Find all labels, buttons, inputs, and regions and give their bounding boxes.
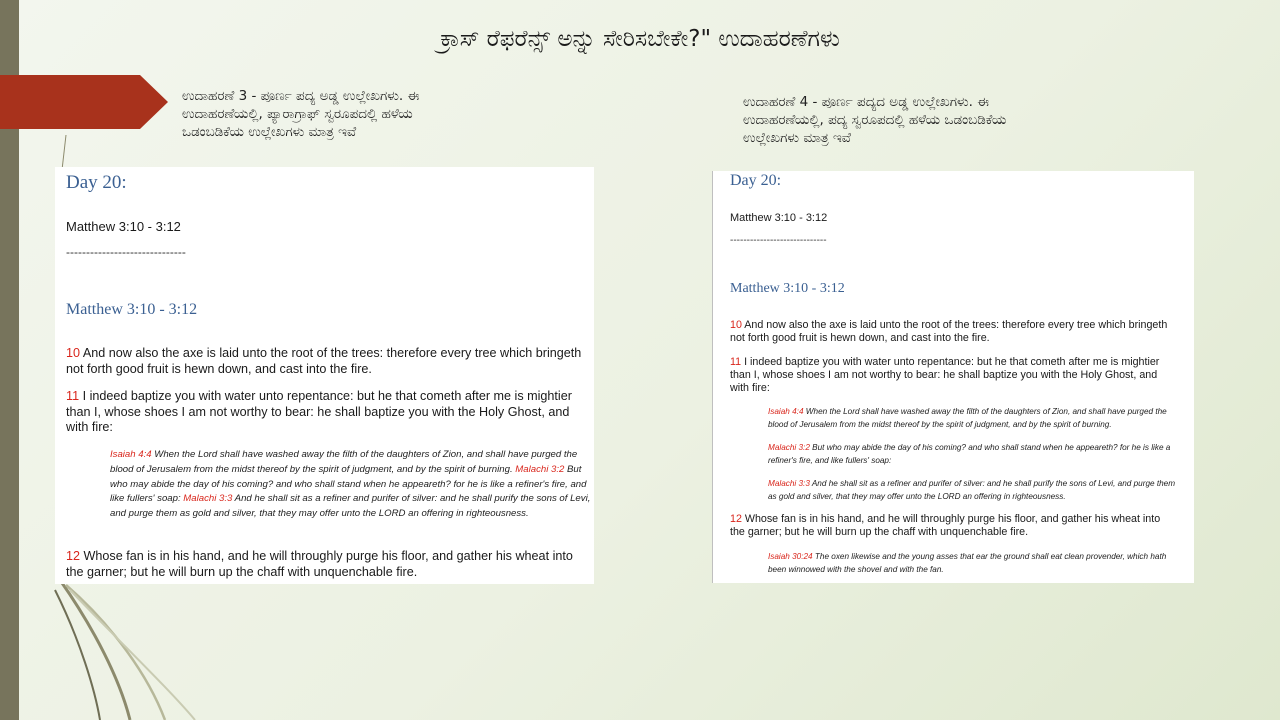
cross-reference-text: The oxen likewise and the young asses that ear the ground shall eat clean provender, which hath been winnowed with the shovel and with the fan.: [768, 552, 1167, 574]
verse-text: I indeed baptize you with water unto repentance: but he that cometh after me is mightier than I, whose shoes I am not worthy to bear: he shall baptize you with the Holy Ghost, and with fire:: [730, 356, 1160, 394]
verse-10: [66, 346, 591, 377]
verse-text: Whose fan is in his hand, and he will throughly purge his floor, and gather his wheat into the garner; but he will burn up the chaff with unquenchable fire.: [66, 549, 573, 579]
cross-reference-link[interactable]: Malachi 3:3: [768, 479, 810, 488]
cross-reference-link[interactable]: Malachi 3:2: [768, 443, 810, 452]
separator-line: -----------------------------: [730, 235, 827, 246]
cross-reference-text: But who may abide the day of his coming? and who shall stand when he appeareth? for he is like a refiner's fire, and like fullers' soap:: [768, 443, 1171, 465]
slide-title: ಕ್ರಾಸ್ ರೆಫರೆನ್ಸ್ ಅನ್ನು ಸೇರಿಸಬೇಕೇ?" ಉದಾಹರಣೆಗಳು: [440, 26, 840, 52]
document-example-3: [55, 167, 594, 584]
cross-reference-isaiah-4-4: [768, 406, 1178, 431]
verse-text: I indeed baptize you with water unto repentance: but he that cometh after me is mightier than I, whose shoes I am not worthy to bear: he shall baptize you with the Holy Ghost, and with fire:: [66, 389, 572, 434]
verse-number: 10: [66, 346, 81, 360]
cross-reference-text: And he shall sit as a refiner and purifer of silver: and he shall purify the sons of Levi, and purge them as gold and silver, that they may offer unto the LORD an offering in righteousness.: [110, 493, 591, 520]
cross-reference-link[interactable]: Malachi 3:2: [515, 463, 565, 475]
cross-reference-text: When the Lord shall have washed away the filth of the daughters of Zion, and shall have purged the blood of Jerusalem from the midst thereof by the spirit of judgment, and by the spirit of burning.: [768, 407, 1167, 429]
cross-reference-text: And he shall sit as a refiner and purifer of silver: and he shall purify the sons of Levi, and purge them as gold and silver, that they may offer unto the LORD an offering in righteousness.: [768, 479, 1176, 501]
red-arrow-banner: [0, 75, 168, 129]
reading-reference: Matthew 3:10 - 3:12: [66, 219, 181, 234]
verse-10: [730, 319, 1170, 345]
cross-reference-text: When the Lord shall have washed away the filth of the daughters of Zion, and shall have purged the blood of Jerusalem from the midst thereof by the spirit of judgment, and by the spirit of burning.: [110, 449, 578, 475]
cross-reference-malachi-3-3: [768, 478, 1178, 503]
verse-number: 11: [66, 389, 80, 403]
reading-reference: Matthew 3:10 - 3:12: [730, 212, 828, 224]
verse-number: 12: [66, 549, 81, 563]
cross-reference-text: But who may abide the day of his coming? and who shall stand when he appeareth? for he is like a refiner's fire, and like fullers' soap:: [110, 463, 587, 505]
separator-line: ------------------------------: [66, 245, 186, 259]
verse-number: 11: [730, 356, 742, 368]
verse-11: [730, 356, 1170, 394]
cross-reference-malachi-3-2: [768, 442, 1178, 467]
day-heading: Day 20:: [730, 172, 782, 189]
caption-example-3: ಉದಾಹರಣೆ 3 - ಪೂರ್ಣ ಪದ್ಯ ಅಡ್ಡ ಉಲ್ಲೇಖಗಳು. ಈ ಉದಾಹರಣೆಯಲ್ಲಿ, ಪ್ಯಾರಾಗ್ರಾಫ್ ಸ್ವರೂಪದಲ್ಲಿ ಹಳೆಯ ಒಡಂಬಡಿಕೆಯ ಉಲ್ಲೇಖಗಳು ಮಾತ್ರ ಇವೆ: [182, 88, 420, 140]
cross-reference-link[interactable]: Isaiah 4:4: [110, 449, 152, 460]
cross-reference-link[interactable]: Isaiah 30:24: [768, 552, 813, 561]
cross-reference-link[interactable]: Isaiah 4:4: [768, 407, 804, 416]
cross-reference-isaiah-30-24: [768, 551, 1178, 576]
verse-11: [66, 389, 591, 436]
document-example-4: [712, 171, 1194, 583]
cross-reference-link[interactable]: Malachi 3:3: [183, 493, 233, 505]
passage-heading: Matthew 3:10 - 3:12: [730, 281, 845, 296]
verse-text: And now also the axe is laid unto the root of the trees: therefore every tree which bringeth not forth good fruit is hewn down, and cast into the fire.: [730, 319, 1168, 344]
caption-example-4: ಉದಾಹರಣೆ 4 - ಪೂರ್ಣ ಪದ್ಯದ ಅಡ್ಡ ಉಲ್ಲೇಖಗಳು. ಈ ಉದಾಹರಣೆಯಲ್ಲಿ, ಪದ್ಯ ಸ್ವರೂಪದಲ್ಲಿ ಹಳೆಯ ಒಡಂಬಡಿಕೆಯ ಉಲ್ಲೇಖಗಳು ಮಾತ್ರ ಇವೆ: [743, 94, 1007, 146]
verse-12: [730, 513, 1170, 539]
passage-heading: Matthew 3:10 - 3:12: [66, 301, 198, 318]
cross-reference-paragraph: [110, 448, 592, 522]
verse-text: Whose fan is in his hand, and he will throughly purge his floor, and gather his wheat into the garner; but he will burn up the chaff with unquenchable fire.: [730, 513, 1161, 538]
verse-number: 12: [730, 513, 742, 525]
verse-12: [66, 549, 591, 580]
day-heading: Day 20:: [66, 172, 127, 193]
verse-number: 10: [730, 319, 742, 331]
verse-text: And now also the axe is laid unto the root of the trees: therefore every tree which bringeth not forth good fruit is hewn down, and cast into the fire.: [66, 346, 582, 376]
